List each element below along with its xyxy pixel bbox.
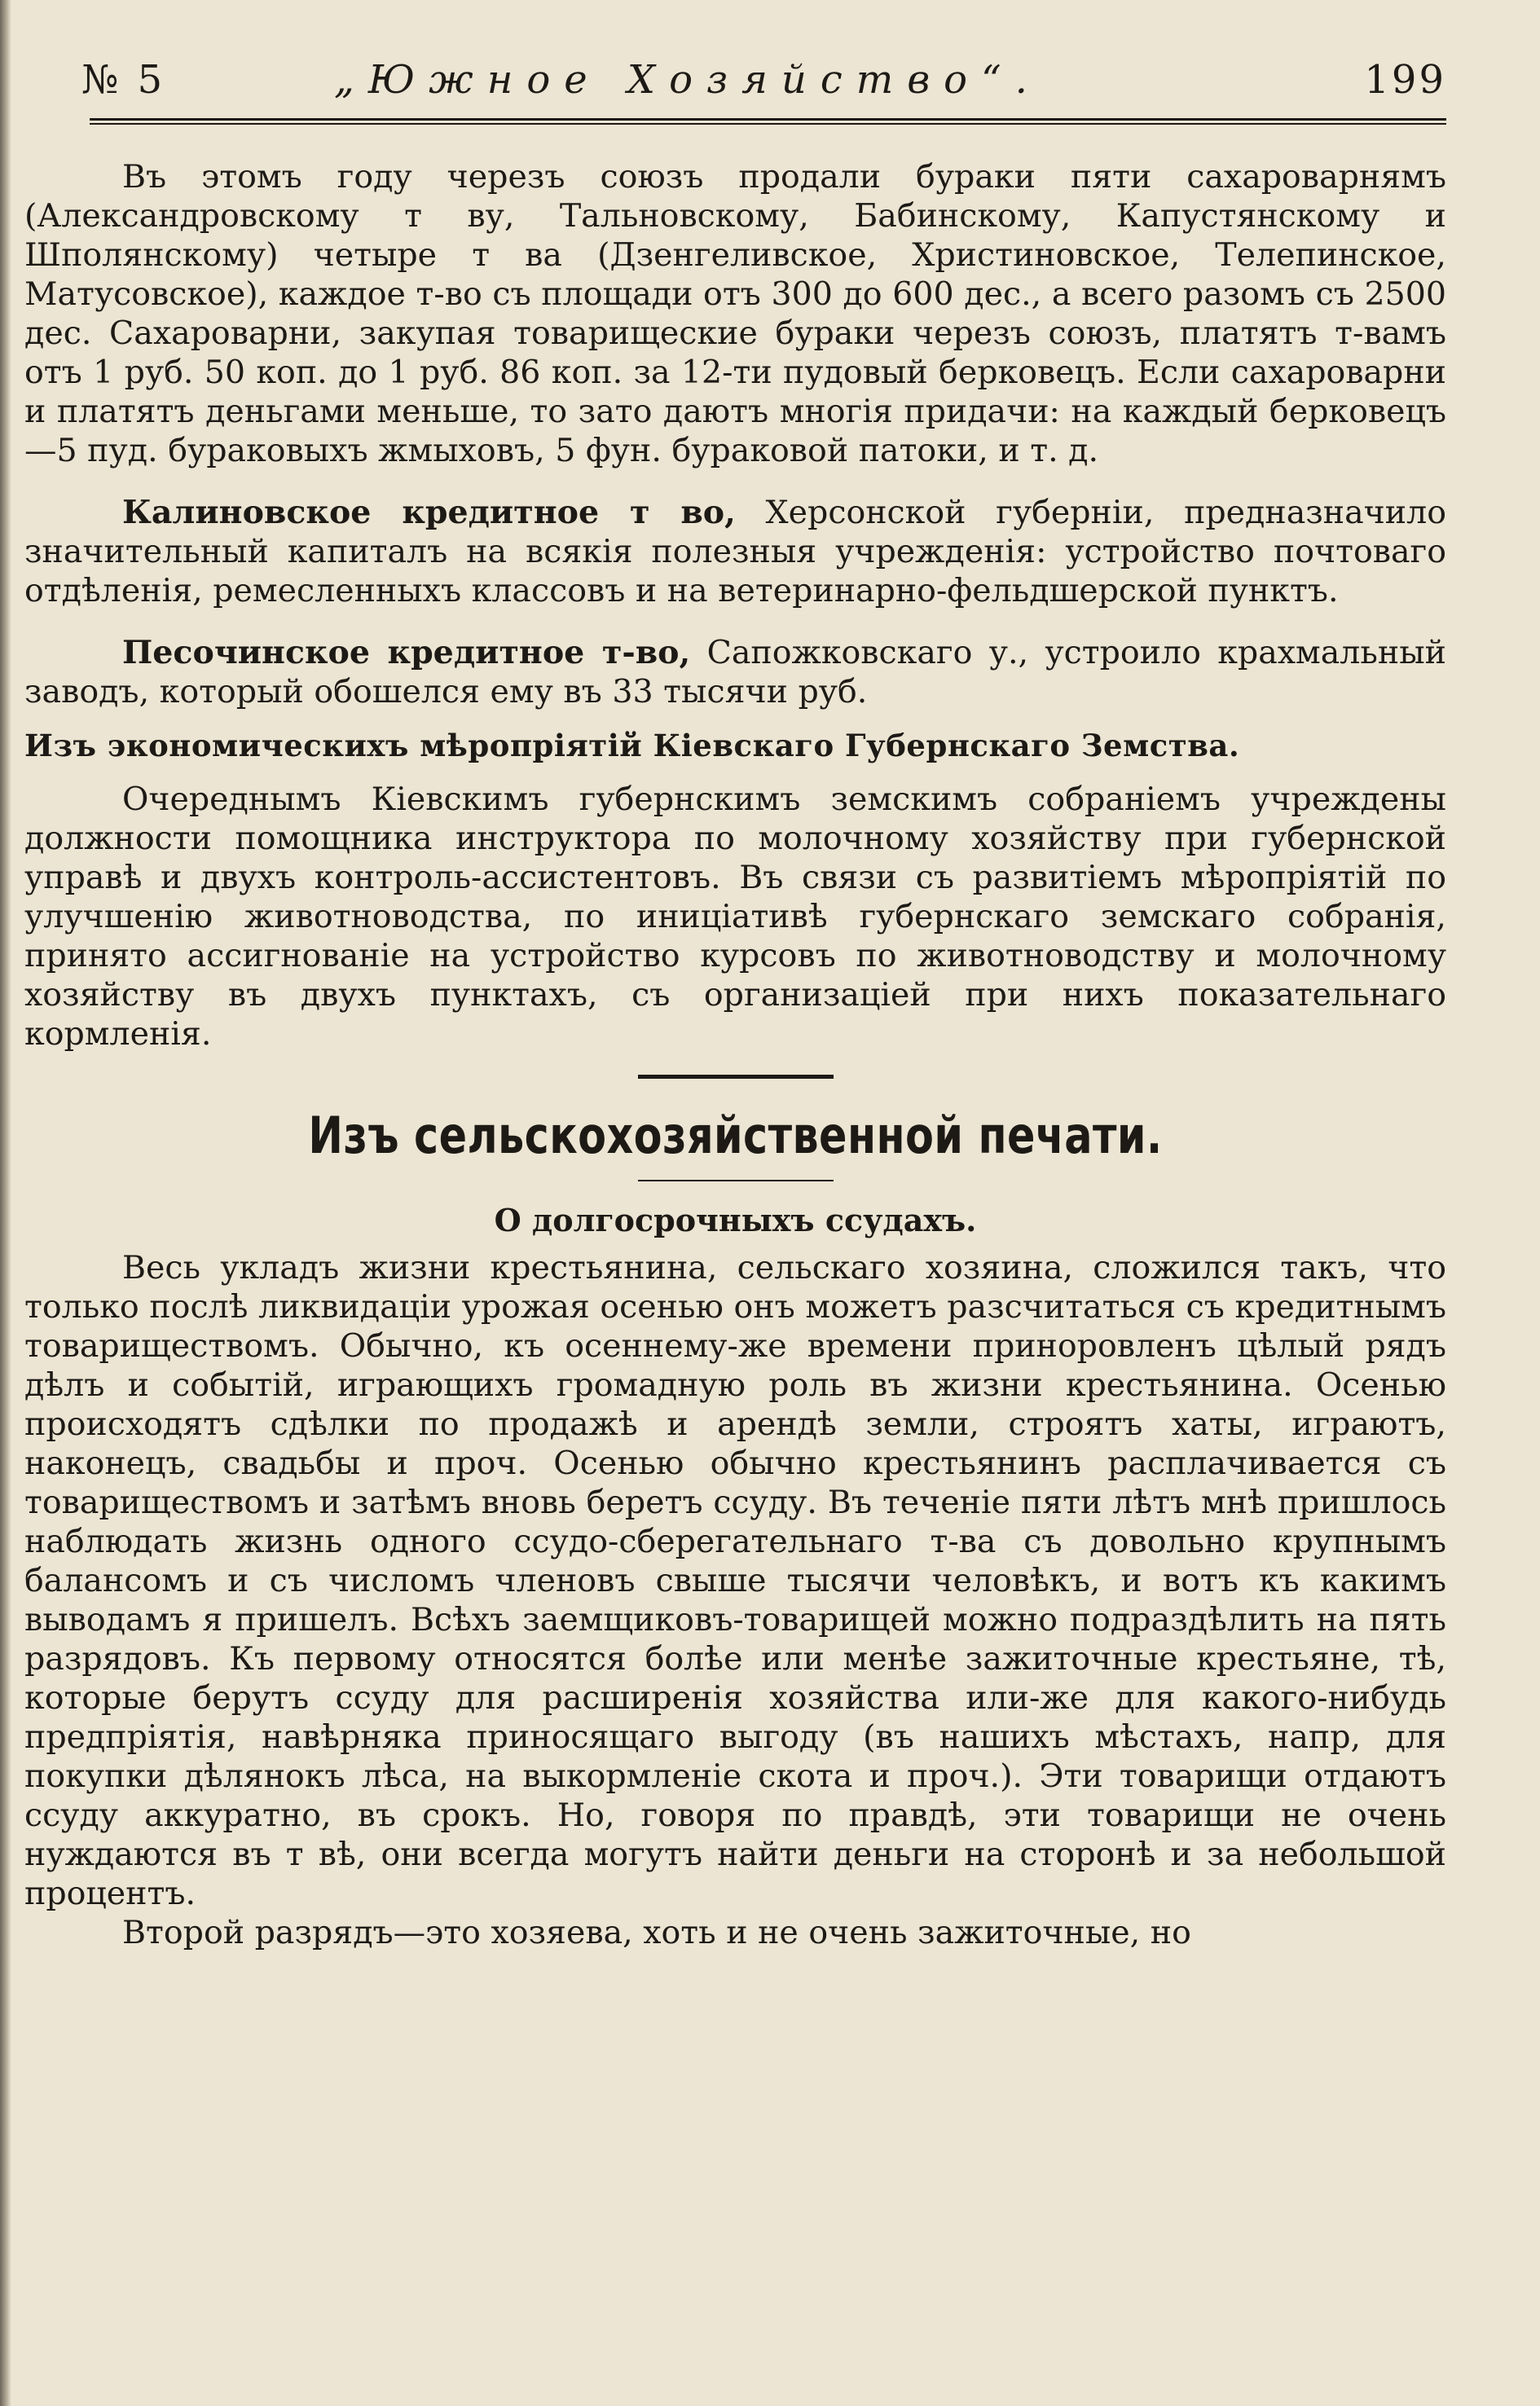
page-edge-shadow <box>0 0 11 2406</box>
journal-page <box>24 57 1446 1952</box>
article-body <box>24 157 1446 1952</box>
major-heading: Изъ сельскохозяйственной печати. <box>308 1106 1163 1165</box>
article-subheading: О долгосрочныхъ ссудахъ. <box>494 1202 977 1238</box>
paragraph-text: Второй разрядъ—это хозяева, хоть и не очень зажиточные, но <box>122 1914 1191 1951</box>
section-divider <box>638 1075 834 1079</box>
paragraph <box>24 1248 1446 1913</box>
running-head <box>24 57 1446 118</box>
paragraph <box>24 633 1446 711</box>
paragraph-lead: Калиновское кредитное т во, <box>122 494 736 531</box>
page-number: 199 <box>1364 57 1446 103</box>
paragraph <box>24 493 1446 610</box>
header-rule <box>90 118 1446 125</box>
heading-divider <box>638 1180 834 1181</box>
paragraph-text: Въ этомъ году черезъ союзъ продали бураки пяти сахароварнямъ (Александровскому т ву, Тальновскому, Бабинскому, Капустянскому и Шполянскому) четыре т ва (Дзенгеливское, Христиновское, Телепинское, Матусовское), каждое т-во съ площади отъ 300 до 600 дес., а всего разомъ съ 2500 дес. Сахароварни, закупая товарищеские бураки черезъ союзъ, платятъ т-вамъ отъ 1 руб. 50 коп. до 1 руб. 86 коп. за 12-ти пудовый берковецъ. Если сахароварни и платятъ деньгами меньше, то зато даютъ многія придачи: на каждый берковецъ—5 пуд. бураковыхъ жмыховъ, 5 фун. бураковой патоки, и т. д. <box>24 158 1446 469</box>
paragraph-text: Сапожковскаго у., устроило крахмальный заводъ, который обошелся ему въ 33 тысячи руб. <box>24 634 1446 710</box>
issue-number: № 5 <box>81 57 166 103</box>
paragraph <box>24 1913 1446 1952</box>
paragraph-text: Весь укладъ жизни крестьянина, сельскаго хозяина, сложился такъ, что только послѣ ликвидаціи урожая осенью онъ можетъ разсчитаться съ кредитнымъ товариществомъ. Обычно, къ осеннему-же времени приноровленъ цѣлый рядъ дѣлъ и событій, играющихъ громадную роль въ жизни крестьянина. Осенью происходятъ сдѣлки по продажѣ и арендѣ земли, строятъ хаты, играютъ, наконецъ, свадьбы и проч. Осенью обычно крестьянинъ расплачивается съ товариществомъ и затѣмъ вновь беретъ ссуду. Въ теченіе пяти лѣтъ мнѣ пришлось наблюдать жизнь одного ссудо-сберегательнаго т-ва съ довольно крупнымъ балансомъ и съ числомъ членовъ свыше тысячи человѣкъ, и вотъ къ какимъ выводамъ я пришелъ. Всѣхъ заемщиковъ-товарищей можно подраздѣлить на пять разрядовъ. Къ первому относятся болѣе или менѣе зажиточные крестьяне, тѣ, которые берутъ ссуду для расширенія хозяйства или-же для какого-нибудь предпріятія, навѣрняка приносящаго выгоду (въ нашихъ мѣстахъ, напр, для покупки дѣлянокъ лѣса, на выкормленіе скота и проч.). Эти товарищи отдаютъ ссуду аккуратно, въ срокъ. Но, говоря по правдѣ, эти товарищи не очень нуждаются въ т вѣ, они всегда могутъ найти деньги на сторонѣ и за небольшой процентъ. <box>24 1249 1446 1912</box>
journal-title: „Южное Хозяйство“. <box>334 57 1041 103</box>
paragraph-text: Херсонской губерніи, предназначило значительный капиталъ на всякія полезныя учрежденія: устройство почтоваго отдѣленія, ремесленныхъ классовъ и на ветеринарно-фельдшерской пунктъ. <box>24 494 1446 609</box>
paragraph <box>24 157 1446 470</box>
section-heading: Изъ экономическихъ мѣропріятій Кіевскаго Губернскаго Земства. <box>24 728 1240 763</box>
paragraph <box>24 780 1446 1053</box>
paragraph-text: Очереднымъ Кіевскимъ губернскимъ земскимъ собраніемъ учреждены должности помощника инструктора по молочному хозяйству при губернской управѣ и двухъ контроль-ассистентовъ. Въ связи съ развитіемъ мѣропріятій по улучшенію животноводства, по иниціативѣ губернскаго земскаго собранія, принято ассигнованіе на устройство курсовъ по животноводству и молочному хозяйству въ двухъ пунктахъ, съ организаціей при нихъ показательнаго кормленія. <box>24 781 1446 1053</box>
paragraph-lead: Песочинское кредитное т-во, <box>122 634 691 671</box>
